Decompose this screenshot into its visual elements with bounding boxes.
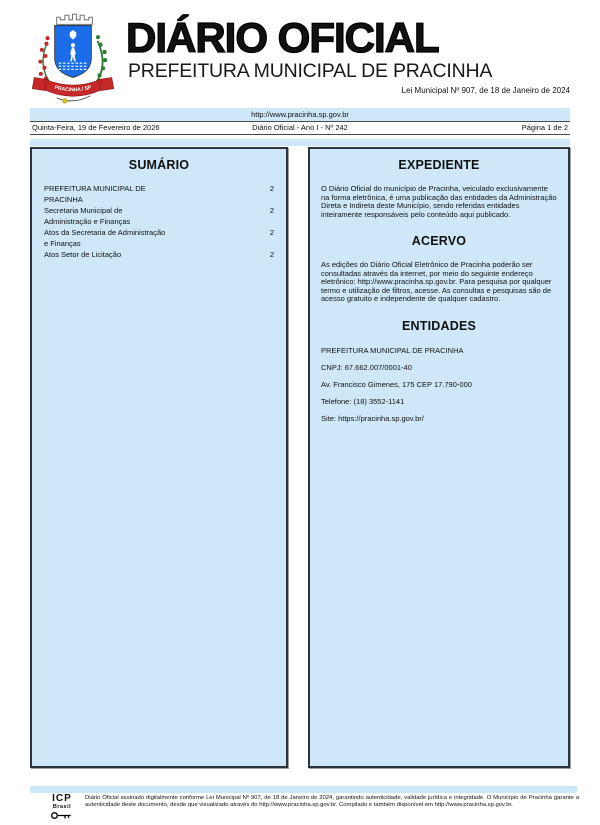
- entity-site: Site: https://pracinha.sp.gov.br/: [321, 413, 424, 423]
- summary-item-page: 2: [269, 250, 274, 259]
- summary-box: [30, 147, 288, 768]
- municipality-subtitle: PREFEITURA MUNICIPAL DE PRACINHA: [128, 60, 493, 82]
- divider-band: [30, 139, 570, 146]
- summary-item: [44, 205, 274, 227]
- summary-item-page: 2: [269, 228, 274, 237]
- icp-label: ICP: [52, 793, 72, 804]
- expediente-title: EXPEDIENTE: [398, 158, 480, 172]
- entity-phone: Telefone: (18) 3552-1141: [321, 396, 405, 406]
- crest-icon: [26, 4, 120, 106]
- summary-item-label: Atos da Secretaria de Administração e Finanças: [44, 228, 166, 248]
- footer-divider-band: [30, 786, 577, 793]
- gazette-title: DIÁRIO OFICIAL: [126, 14, 439, 61]
- key-icon: [50, 811, 74, 820]
- expediente-body: O Diário Oficial do município de Pracinha, veiculado exclusivamente na forma eletrônica, é uma publicação das entidades da Administração Direta e Indireta deste Município, sendo referidas entidades inteiramente responsáveis pelo conteúdo aqui publicado.: [321, 184, 557, 219]
- municipal-law-line: Lei Municipal Nº 907, de 18 de Janeiro de 2024: [401, 86, 570, 95]
- summary-item: [44, 249, 274, 260]
- summary-item-label: Atos Setor de Licitação: [44, 250, 122, 259]
- entidades-title: ENTIDADES: [401, 318, 477, 333]
- acervo-body: As edições do Diário Oficial Eletrônico de Pracinha poderão ser consultadas através da internet, por meio do seguinte endereço eletrônico: http://www.pracinha.sp.gov.br. Para pesquisa por qualquer termo e utilização de filtros, acesse. As consultas e pesquisas são de acesso gratuito e independente de qualquer cadastro.: [321, 260, 552, 303]
- edition-info-row: [30, 122, 570, 135]
- entity-address: Av. Francisco Gimenes, 175 CEP 17.790-000: [321, 379, 472, 389]
- acervo-title: ACERVO: [411, 234, 467, 248]
- expediente-box: [308, 147, 570, 768]
- municipal-crest: [26, 4, 120, 106]
- summary-item: [44, 227, 274, 249]
- website-url: http://www.pracinha.sp.gov.br: [251, 110, 349, 119]
- page-indicator: Página 1 de 2: [521, 123, 569, 132]
- summary-item-page: 2: [269, 184, 274, 193]
- summary-item: [44, 183, 274, 205]
- edition-number: Diário Oficial - Ano I - Nº 242: [252, 123, 348, 132]
- summary-list: [32, 183, 286, 260]
- website-url-band: [30, 108, 570, 122]
- summary-item-page: 2: [269, 206, 274, 215]
- icp-brasil-stamp: [44, 794, 80, 820]
- entity-cnpj: CNPJ: 67.662.007/0001-40: [321, 362, 412, 372]
- summary-title: SUMÁRIO: [128, 158, 190, 172]
- entity-name: PREFEITURA MUNICIPAL DE PRACINHA: [321, 345, 464, 355]
- edition-date: Quinta-Feira, 19 de Fevereiro de 2026: [32, 123, 160, 132]
- summary-item-label: Secretaria Municipal de Administração e Finanças: [44, 206, 131, 226]
- icp-brasil-label: Brasil: [52, 803, 72, 810]
- digital-signature-notice: Diário Oficial assinado digitalmente conforme Lei Municipal Nº 907, de 18 de Janeiro de 2024, garantindo autenticidade, validade jurídica e integridade. O Município de Pracinha garante a autenticidade deste documento, desde que visualizado através do http://www.pracinha.sp.gov.br. Compilado e também disponível em http://www.pracinha.sp.gov.br.: [85, 795, 579, 809]
- summary-item-label: PREFEITURA MUNICIPAL DE PRACINHA: [44, 184, 146, 204]
- crest-ribbon-text: PRACINHA / SP: [53, 84, 93, 94]
